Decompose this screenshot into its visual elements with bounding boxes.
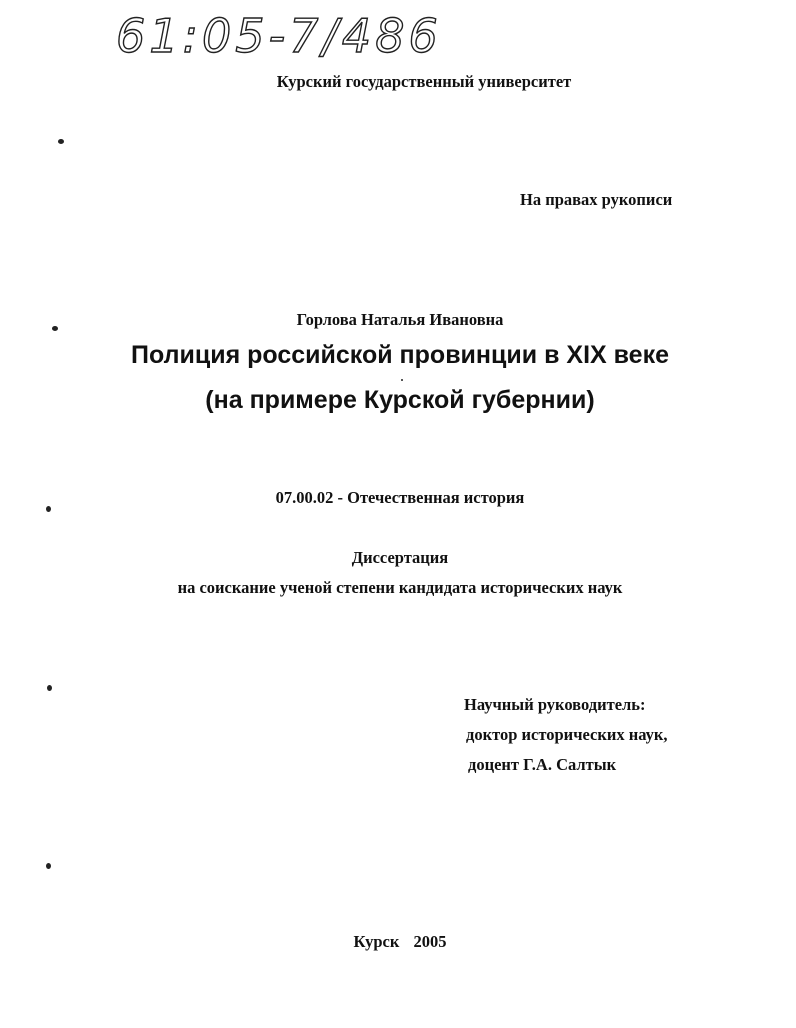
manuscript-note: На правах рукописи [520,190,673,209]
scan-speck [46,863,51,869]
supervisor-label: Научный руководитель: [464,695,646,714]
specialty-code: 07.00.02 - Отечественная история [275,488,525,507]
scan-speck [401,379,403,381]
scan-speck [46,506,51,512]
dissertation-title-line1: Полиция российской провинции в XIX веке [130,341,669,369]
university-name: Курский государственный университет [276,72,572,91]
archive-mark-text: 61:05-7/486 [116,9,442,62]
scan-speck [58,139,64,144]
supervisor-degree: доктор исторических наук, [466,725,668,744]
supervisor-name: доцент Г.А. Салтык [468,755,617,774]
scan-speck [47,685,52,691]
work-type: Диссертация [351,548,449,567]
author-name: Горлова Наталья Ивановна [296,310,504,329]
scan-speck [52,326,58,331]
degree-description: на соискание ученой степени кандидата исторических наук [177,578,623,597]
city-year: Курск 2005 [353,932,447,951]
handwritten-archive-mark [112,4,442,62]
dissertation-title-line2: (на примере Курской губернии) [205,386,595,414]
